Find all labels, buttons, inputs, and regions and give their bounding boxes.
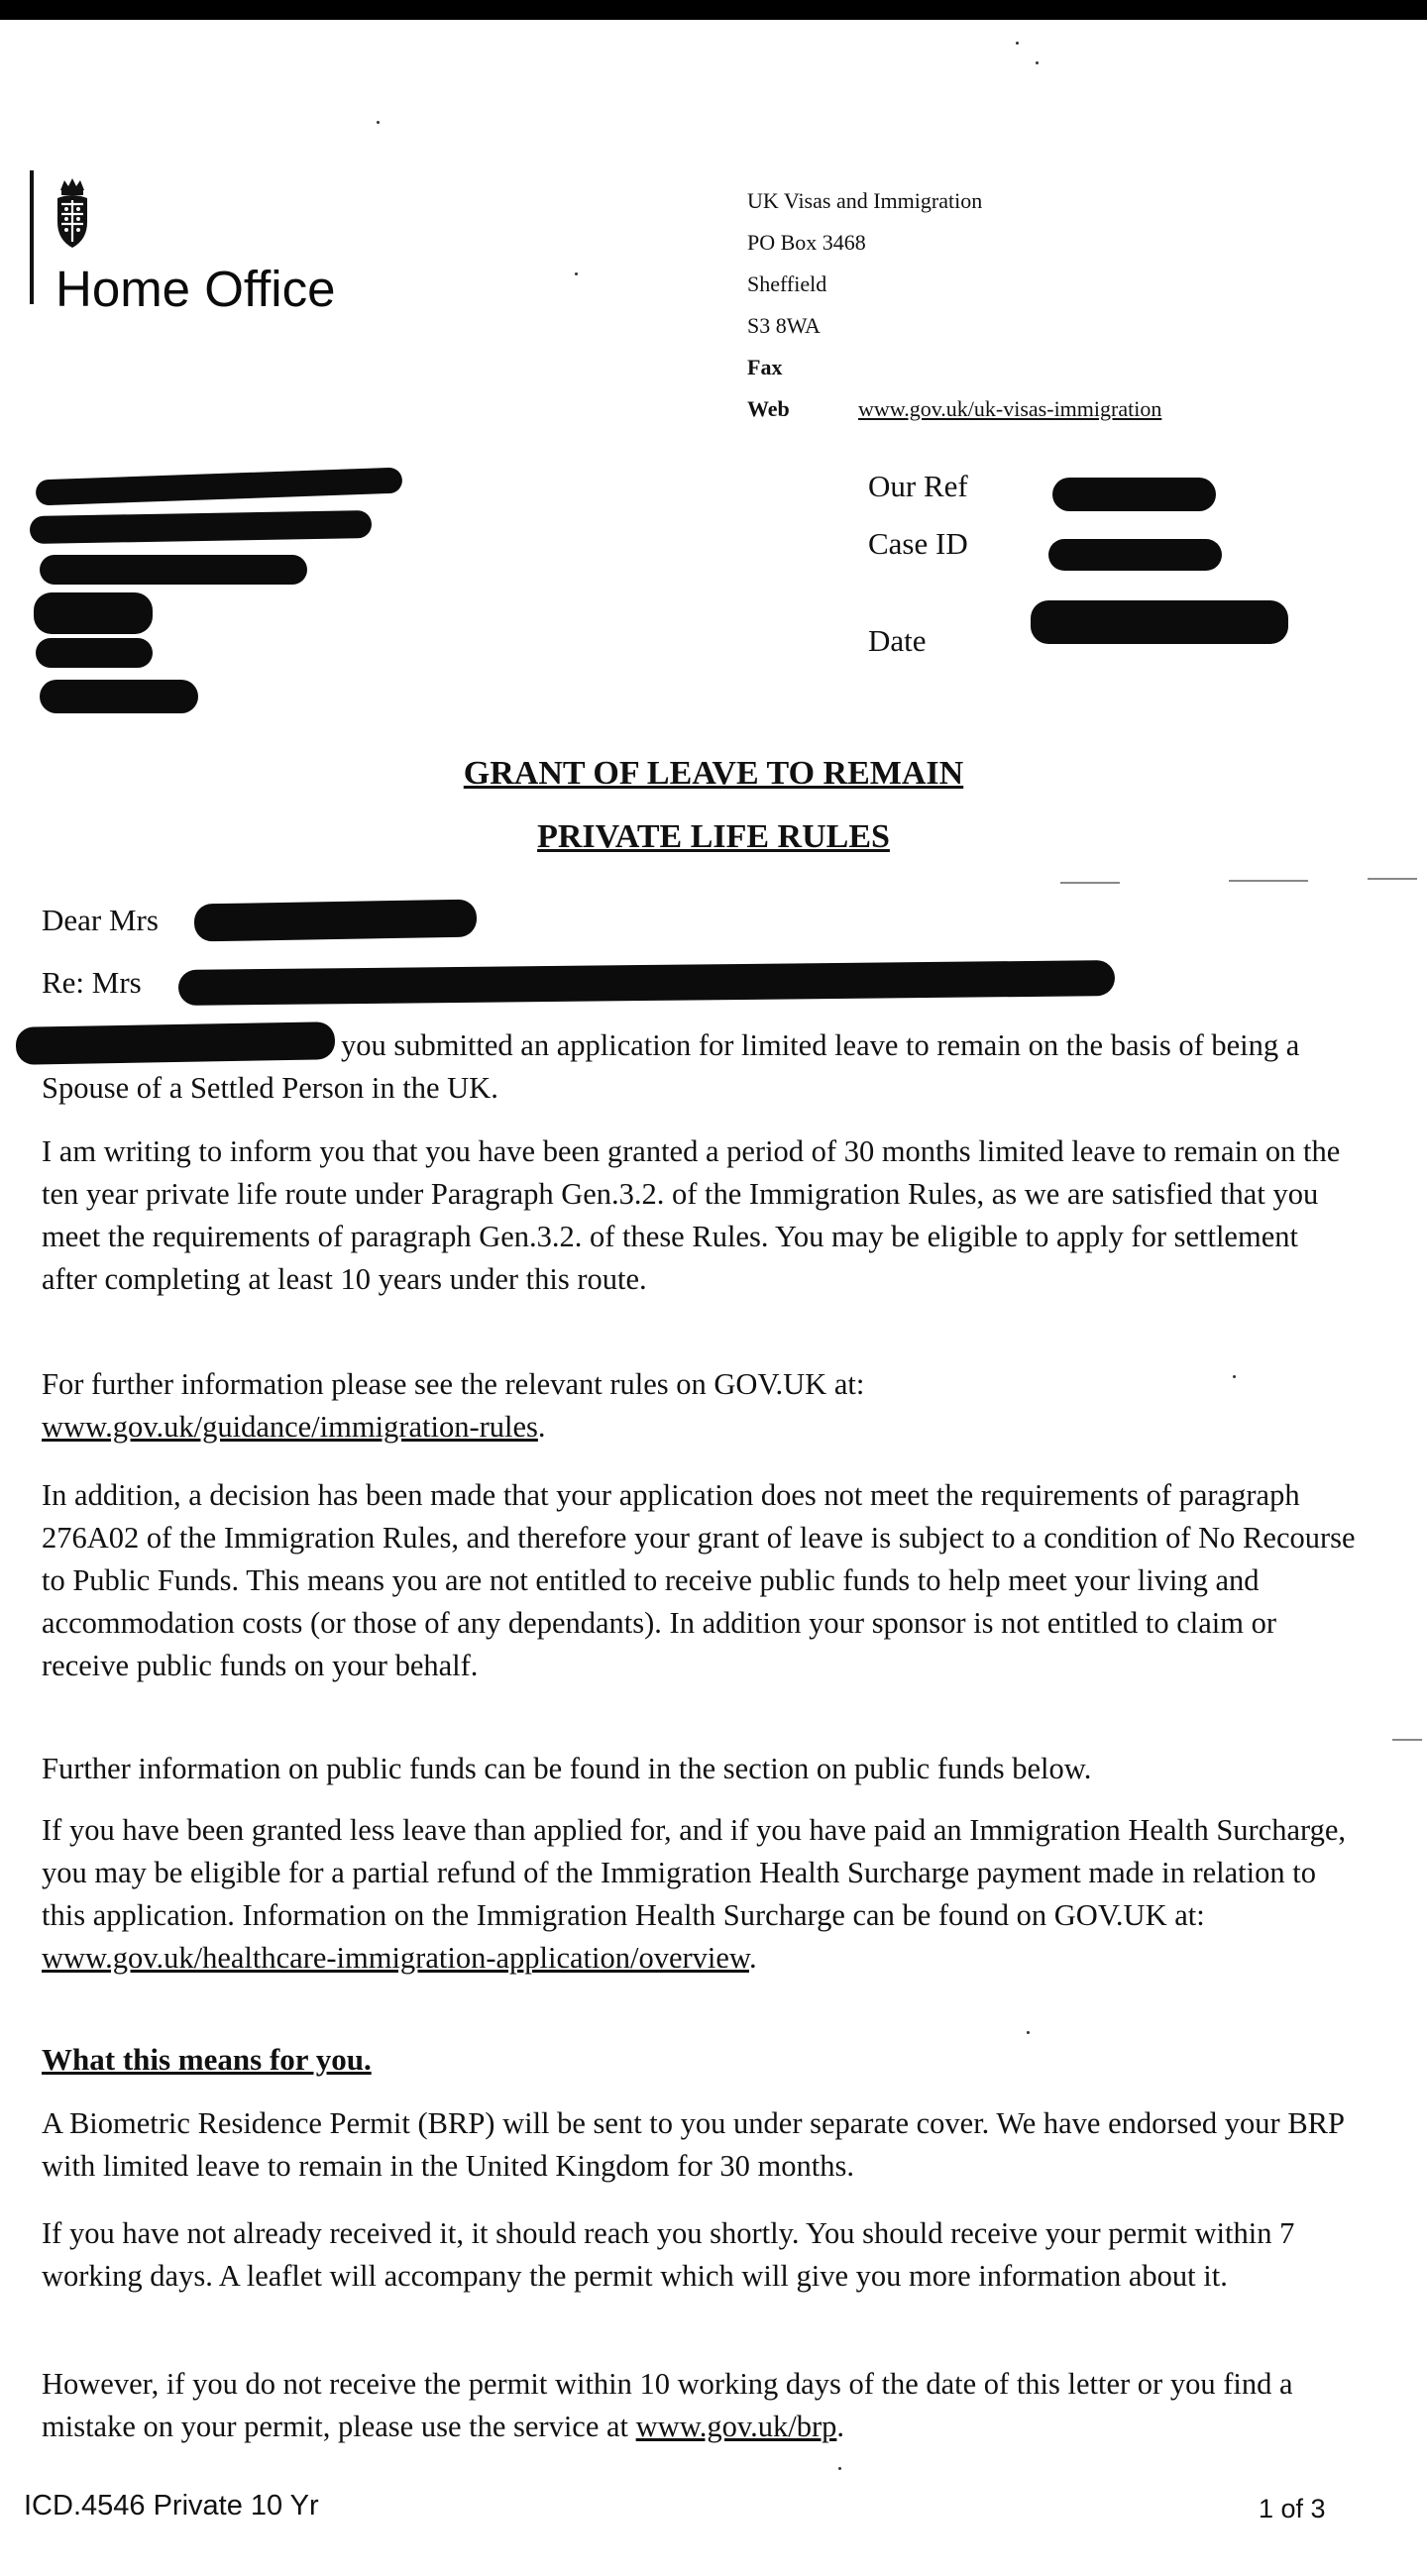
scan-speck: [1027, 2031, 1030, 2034]
scan-speck: [575, 272, 578, 275]
redacted-recipient-line-5: [36, 638, 153, 668]
scan-top-edge: [0, 0, 1427, 20]
form-code: ICD.4546 Private 10 Yr: [24, 2490, 319, 2522]
scan-speck: [377, 121, 380, 124]
our-ref-label: Our Ref: [868, 469, 968, 503]
title-line-2: PRIVATE LIFE RULES: [537, 818, 890, 855]
redacted-addressee-name: [194, 900, 478, 942]
sender-po-box: PO Box 3468: [747, 230, 866, 255]
sender-city: Sheffield: [747, 271, 827, 296]
scan-mark: [1392, 1739, 1422, 1741]
fax-label: Fax: [747, 355, 783, 379]
scan-speck: [1233, 1375, 1236, 1378]
paragraph-permit-delivery: If you have not already received it, it should reach you shortly. You should receive your permit within 7 working days. A leaflet will accompany the permit which will give you more information about it.: [42, 2216, 1295, 2293]
immigration-rules-link[interactable]: www.gov.uk/guidance/immigration-rules: [42, 1410, 538, 1444]
title-line-1: GRANT OF LEAVE TO REMAIN: [463, 755, 964, 792]
redacted-recipient-line-6: [40, 680, 198, 713]
web-row: [747, 388, 1161, 430]
redacted-case-id: [1048, 539, 1222, 571]
redacted-date: [1031, 600, 1288, 644]
redacted-recipient-line-2: [30, 510, 372, 544]
organisation-name: Home Office: [55, 261, 336, 317]
paragraph-further-info: For further information please see the relevant rules on GOV.UK at: www.gov.uk/guidance/immigration-rules.: [42, 1367, 865, 1444]
scan-speck: [1016, 42, 1019, 45]
paragraph-permit-mistake: However, if you do not receive the permit within 10 working days of the date of this letter or you find a mistake on your permit, please use the service at www.gov.uk/brp.: [42, 2367, 1293, 2443]
healthcare-immigration-link[interactable]: www.gov.uk/healthcare-immigration-application/overview: [42, 1941, 749, 1975]
paragraph-public-funds: Further information on public funds can be found in the section on public funds below.: [42, 1752, 1092, 1785]
sender-name: UK Visas and Immigration: [747, 188, 983, 213]
scan-speck: [838, 2467, 841, 2470]
web-link[interactable]: www.gov.uk/uk-visas-immigration: [858, 396, 1162, 421]
redacted-recipient-line-3: [40, 555, 307, 585]
scan-mark: [1060, 882, 1120, 884]
sender-postcode: S3 8WA: [747, 313, 821, 338]
brp-link[interactable]: www.gov.uk/brp: [635, 2410, 837, 2443]
redacted-applicant-name: [178, 960, 1115, 1006]
paragraph-no-recourse: In addition, a decision has been made that your application does not meet the requirements of paragraph 276A02 of the Immigration Rules, and therefore your grant of leave is subject to a condition of No Recourse to Public Funds. This means you are not entitled to receive public funds to help meet your living and accommodation costs (or those of any dependants). In addition your sponsor is not entitled to claim or receive public funds on your behalf.: [42, 1478, 1356, 1682]
scan-mark: [1368, 878, 1417, 880]
scan-mark: [1229, 880, 1308, 882]
redacted-application-date: [16, 1021, 336, 1065]
fax-row: [747, 347, 1161, 388]
redacted-our-ref: [1052, 478, 1216, 511]
section-what-this-means: What this means for you.: [42, 2042, 372, 2077]
letter-title: [0, 755, 1427, 882]
salutation-re: Re: Mrs: [42, 965, 142, 1000]
scan-speck: [1036, 61, 1039, 64]
date-label: Date: [868, 623, 927, 658]
redacted-recipient-line-1: [36, 468, 403, 506]
paragraph-health-surcharge: If you have been granted less leave than applied for, and if you have paid an Immigration Health Surcharge, you may be eligible for a partial refund of the Immigration Health Surcharge payment made in relation to this application. Information on the Immigration Health Surcharge can be found on GOV.UK at: www.gov.uk/healthcare-immigration-application/overview.: [42, 1813, 1347, 1975]
web-label: Web: [747, 396, 790, 421]
paragraph-grant: I am writing to inform you that you have been granted a period of 30 months limited leave to remain on the ten year private life route under Paragraph Gen.3.2. of the Immigration Rules, as we are satisfied that you meet the requirements of paragraph Gen.3.2. of these Rules. You may be eligible to apply for settlement after completing at least 10 years under this route.: [42, 1134, 1341, 1296]
paragraph-application: you submitted an application for limited leave to remain on the basis of being a Spouse of a Settled Person in the UK.: [42, 1028, 1300, 1105]
case-id-label: Case ID: [868, 526, 968, 561]
salutation-dear: Dear Mrs: [42, 903, 159, 937]
redacted-recipient-line-4: [34, 592, 153, 634]
page-number: 1 of 3: [1259, 2494, 1326, 2523]
paragraph-brp: A Biometric Residence Permit (BRP) will be sent to you under separate cover. We have endorsed your BRP with limited leave to remain in the United Kingdom for 30 months.: [42, 2106, 1344, 2183]
logo-rule: [30, 170, 34, 304]
sender-address: [747, 180, 1161, 430]
royal-crest-icon: [50, 176, 95, 250]
